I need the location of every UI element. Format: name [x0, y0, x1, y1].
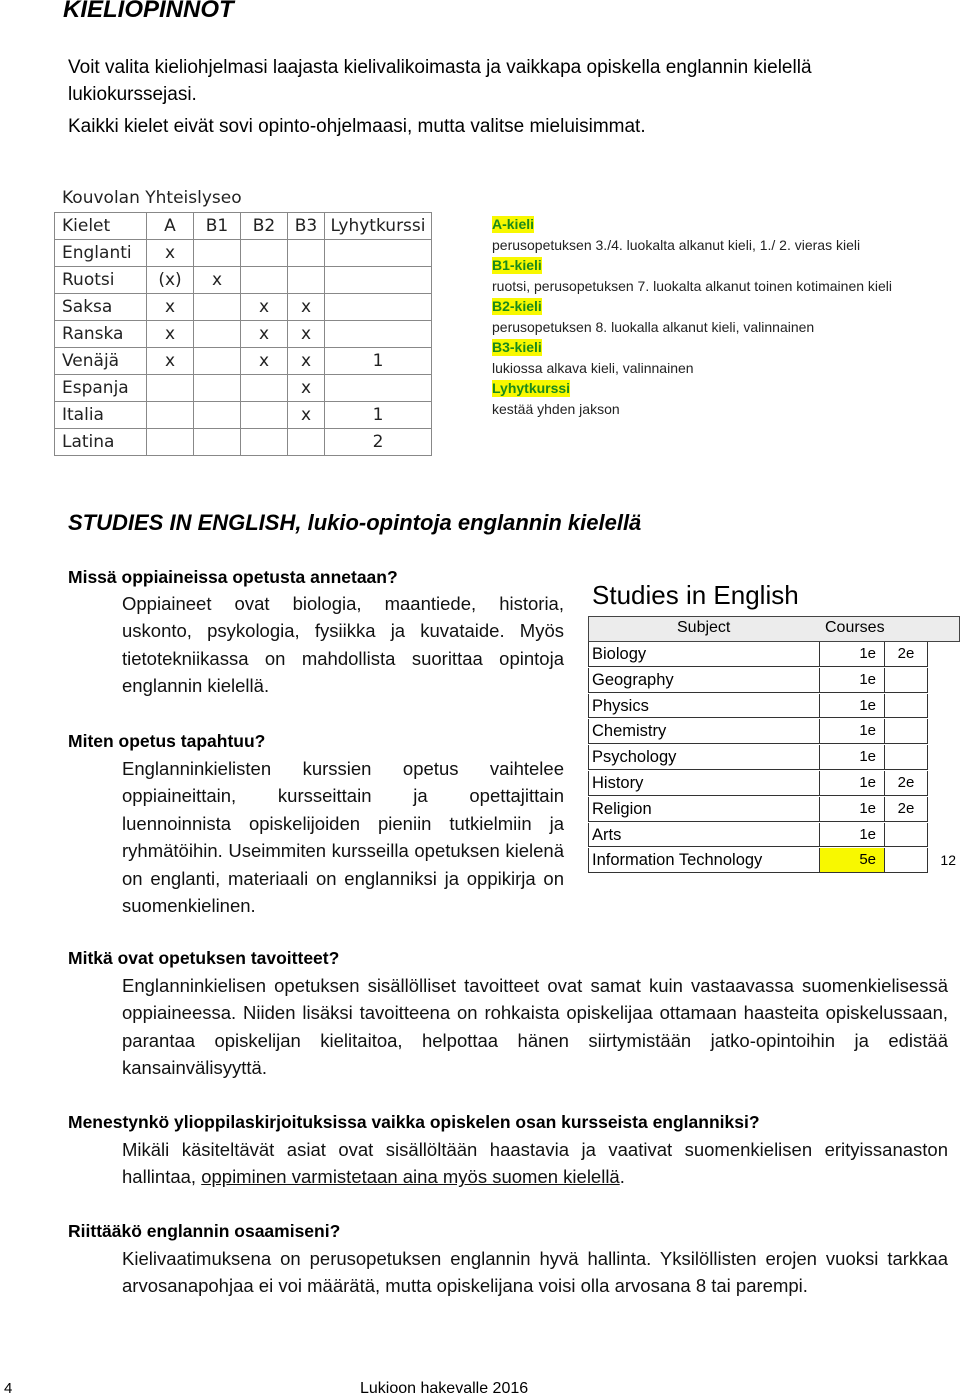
answer-2: Englanninkielisten kurssien opetus vaihtelee oppiaineittain, kursseittain ja opettajittain luennoinnista opiskelijoiden pieniin tutkielmiin ja ryhmätöihin. Useimmiten kursseilla opetuksen kielenä on englanti, materiaali on englanniksi ja oppikirja on suomenkielinen.: [122, 758, 564, 917]
language-mark-cell: x: [288, 348, 325, 375]
page-title: KIELIOPINNOT: [63, 0, 234, 23]
language-mark-cell: x: [288, 402, 325, 429]
language-mark-cell: Lyhytkurssi: [325, 213, 432, 240]
language-legend: [492, 214, 932, 419]
language-mark-cell: x: [194, 267, 241, 294]
language-grid: [54, 212, 432, 456]
language-mark-cell: [325, 294, 432, 321]
answer-1: Oppiaineet ovat biologia, maantiede, historia, uskonto, psykologia, fysiikka ja kuvataide. Myös tietotekniikassa on mahdollista suorittaa opintoja englannin kielellä.: [122, 593, 564, 697]
language-name-cell: Saksa: [55, 294, 147, 321]
language-table-caption: Kouvolan Yhteislyseo: [62, 188, 242, 208]
answer-3: Englanninkielisen opetuksen sisällölliset tavoitteet ovat samat kuin vastaavassa suomenkielisessä oppiaineessa. Niiden lisäksi tavoitteena on rohkaista opiskelijaa ottamaan haasteita opiskelussaan, parantaa opiskelijan kielitaitoa, helpottaa hänen siirtymistään jatko-opintoihin ja edistää kansainvälisyyttä.: [122, 975, 948, 1079]
language-name-cell: Venäjä: [55, 348, 147, 375]
legend-term: B1-kieli: [492, 257, 542, 273]
course-cell-1: 1e: [820, 771, 885, 796]
studies-table-header: [588, 616, 960, 642]
studies-row: [588, 745, 960, 771]
subject-cell: History: [588, 771, 820, 796]
language-mark-cell: A: [147, 213, 194, 240]
intro-text-3: Kaikki kielet eivät sovi opinto-ohjelmaasi, mutta valitse mieluisimmat.: [68, 116, 646, 137]
legend-term-row: [492, 214, 932, 235]
language-mark-cell: [147, 429, 194, 456]
subject-cell: Religion: [588, 797, 820, 822]
legend-description: ruotsi, perusopetuksen 7. luokalta alkanut toinen kotimainen kieli: [492, 277, 893, 294]
language-mark-cell: x: [288, 294, 325, 321]
course-cell-1: 1e: [820, 823, 885, 848]
subject-column-header: Subject: [677, 619, 731, 636]
language-mark-cell: [288, 429, 325, 456]
language-mark-cell: B3: [288, 213, 325, 240]
language-mark-cell: [147, 375, 194, 402]
language-mark-cell: x: [147, 294, 194, 321]
legend-term: B3-kieli: [492, 339, 542, 355]
course-cell-2: [885, 823, 928, 848]
language-mark-cell: x: [288, 321, 325, 348]
language-mark-cell: (x): [147, 267, 194, 294]
answer-5: Kielivaatimuksena on perusopetuksen englannin hyvä hallinta. Yksilöllisten erojen vuoksi tarkkaa arvosanapohjaa ei voi määrätä, mutta opiskelijana voisi olla arvosana 8 tai parempi.: [122, 1248, 948, 1297]
language-row: [55, 375, 432, 402]
subject-cell: Psychology: [588, 745, 820, 770]
language-mark-cell: x: [147, 348, 194, 375]
studies-row: [588, 823, 960, 849]
language-mark-cell: x: [288, 375, 325, 402]
studies-row: [588, 771, 960, 797]
language-mark-cell: 1: [325, 402, 432, 429]
answer-4: [122, 1136, 948, 1191]
legend-description: perusopetuksen 8. luokalla alkanut kieli, valinnainen: [492, 318, 815, 335]
language-mark-cell: [288, 267, 325, 294]
studies-table-title: Studies in English: [592, 580, 799, 610]
language-mark-cell: [194, 294, 241, 321]
language-mark-cell: [194, 240, 241, 267]
studies-row: [588, 694, 960, 720]
answer-4-part3: .: [619, 1166, 625, 1188]
language-mark-cell: x: [241, 294, 288, 321]
language-row: [55, 240, 432, 267]
language-name-cell: Espanja: [55, 375, 147, 402]
studies-row: [588, 719, 960, 745]
course-cell-2: 2e: [885, 771, 928, 796]
course-cell-1: 5e: [820, 848, 885, 873]
legend-term-row: [492, 337, 932, 358]
course-cell-1: 1e: [820, 694, 885, 719]
subject-cell: Biology: [588, 642, 820, 667]
subject-cell: Information Technology: [588, 848, 820, 873]
language-mark-cell: x: [147, 321, 194, 348]
language-mark-cell: [241, 267, 288, 294]
legend-term: A-kieli: [492, 216, 535, 232]
studies-row: [588, 797, 960, 823]
language-name-cell: Italia: [55, 402, 147, 429]
language-name-cell: Ruotsi: [55, 267, 147, 294]
language-mark-cell: [241, 375, 288, 402]
course-cell-2: [885, 745, 928, 770]
language-mark-cell: B2: [241, 213, 288, 240]
language-mark-cell: [325, 267, 432, 294]
language-row: [55, 321, 432, 348]
question-4: Menestynkö ylioppilaskirjoituksissa vaikka opiskelen osan kursseista englanniksi?: [68, 1112, 760, 1132]
language-table: [54, 184, 432, 456]
course-cell-2: [885, 848, 928, 873]
language-mark-cell: x: [241, 348, 288, 375]
language-mark-cell: B1: [194, 213, 241, 240]
legend-term: Lyhytkurssi: [492, 380, 571, 396]
language-mark-cell: [241, 429, 288, 456]
course-cell-2: [885, 668, 928, 693]
language-mark-cell: [325, 240, 432, 267]
course-cell-2: [885, 719, 928, 744]
language-row: [55, 267, 432, 294]
subject-cell: Arts: [588, 823, 820, 848]
studies-row: [588, 848, 960, 874]
language-mark-cell: [194, 375, 241, 402]
legend-term-row: [492, 296, 932, 317]
studies-row: [588, 642, 960, 668]
language-row: [55, 348, 432, 375]
footer-text: Lukioon hakevalle 2016: [360, 1380, 529, 1397]
language-mark-cell: [147, 402, 194, 429]
course-cell-2: 2e: [885, 642, 928, 667]
subject-cell: Physics: [588, 694, 820, 719]
language-mark-cell: [194, 402, 241, 429]
language-name-cell: Ranska: [55, 321, 147, 348]
course-cell-1: 1e: [820, 745, 885, 770]
language-row: [55, 294, 432, 321]
legend-term-row: [492, 255, 932, 276]
answer-4-part1: Mikäli käsiteltävät asiat ovat sisällöltään haastavia ja vaativat suomenkielisen erityissanaston hallintaa,: [122, 1139, 948, 1188]
studies-table-body: [588, 642, 960, 874]
courses-column-header: Courses: [825, 619, 885, 636]
language-mark-cell: 2: [325, 429, 432, 456]
language-table-header-row: [55, 213, 432, 240]
language-mark-cell: [241, 402, 288, 429]
language-mark-cell: [288, 240, 325, 267]
language-mark-cell: [194, 321, 241, 348]
english-section-heading: STUDIES IN ENGLISH, lukio-opintoja englannin kielellä: [68, 510, 642, 535]
language-row: [55, 429, 432, 456]
legend-description: kestää yhden jakson: [492, 400, 620, 417]
language-mark-cell: x: [241, 321, 288, 348]
language-mark-cell: [194, 348, 241, 375]
subject-cell: Geography: [588, 668, 820, 693]
question-5: Riittääkö englannin osaamiseni?: [68, 1221, 341, 1241]
intro-text-1: Voit valita kieliohjelmasi laajasta kielivalikoimasta ja vaikkapa opiskella englannin kielellä: [68, 57, 812, 78]
page-number: 4: [4, 1380, 13, 1397]
language-name-cell: Englanti: [55, 240, 147, 267]
language-mark-cell: [325, 375, 432, 402]
language-mark-cell: [194, 429, 241, 456]
language-mark-cell: [325, 321, 432, 348]
intro-text-2: lukiokurssejasi.: [68, 84, 197, 105]
answer-4-underlined: oppiminen varmistetaan aina myös suomen kielellä: [201, 1166, 620, 1188]
question-1: Missä oppiaineissa opetusta annetaan?: [68, 567, 398, 587]
course-cell-2: [885, 694, 928, 719]
course-total: 12: [940, 852, 956, 869]
language-mark-cell: 1: [325, 348, 432, 375]
studies-in-english-table: [588, 580, 960, 874]
legend-term: B2-kieli: [492, 298, 542, 314]
language-name-cell: Latina: [55, 429, 147, 456]
course-cell-1: 1e: [820, 642, 885, 667]
course-cell-1: 1e: [820, 797, 885, 822]
language-row: [55, 402, 432, 429]
legend-description: lukiossa alkava kieli, valinnainen: [492, 359, 694, 376]
studies-row: [588, 668, 960, 694]
language-mark-cell: x: [147, 240, 194, 267]
legend-description: perusopetuksen 3./4. luokalta alkanut kieli, 1./ 2. vieras kieli: [492, 236, 861, 253]
course-cell-1: 1e: [820, 668, 885, 693]
question-3: Mitkä ovat opetuksen tavoitteet?: [68, 948, 340, 968]
language-mark-cell: [241, 240, 288, 267]
legend-term-row: [492, 378, 932, 399]
question-2: Miten opetus tapahtuu?: [68, 731, 266, 751]
subject-cell: Chemistry: [588, 719, 820, 744]
course-cell-2: 2e: [885, 797, 928, 822]
course-cell-1: 1e: [820, 719, 885, 744]
language-name-cell: Kielet: [55, 213, 147, 240]
